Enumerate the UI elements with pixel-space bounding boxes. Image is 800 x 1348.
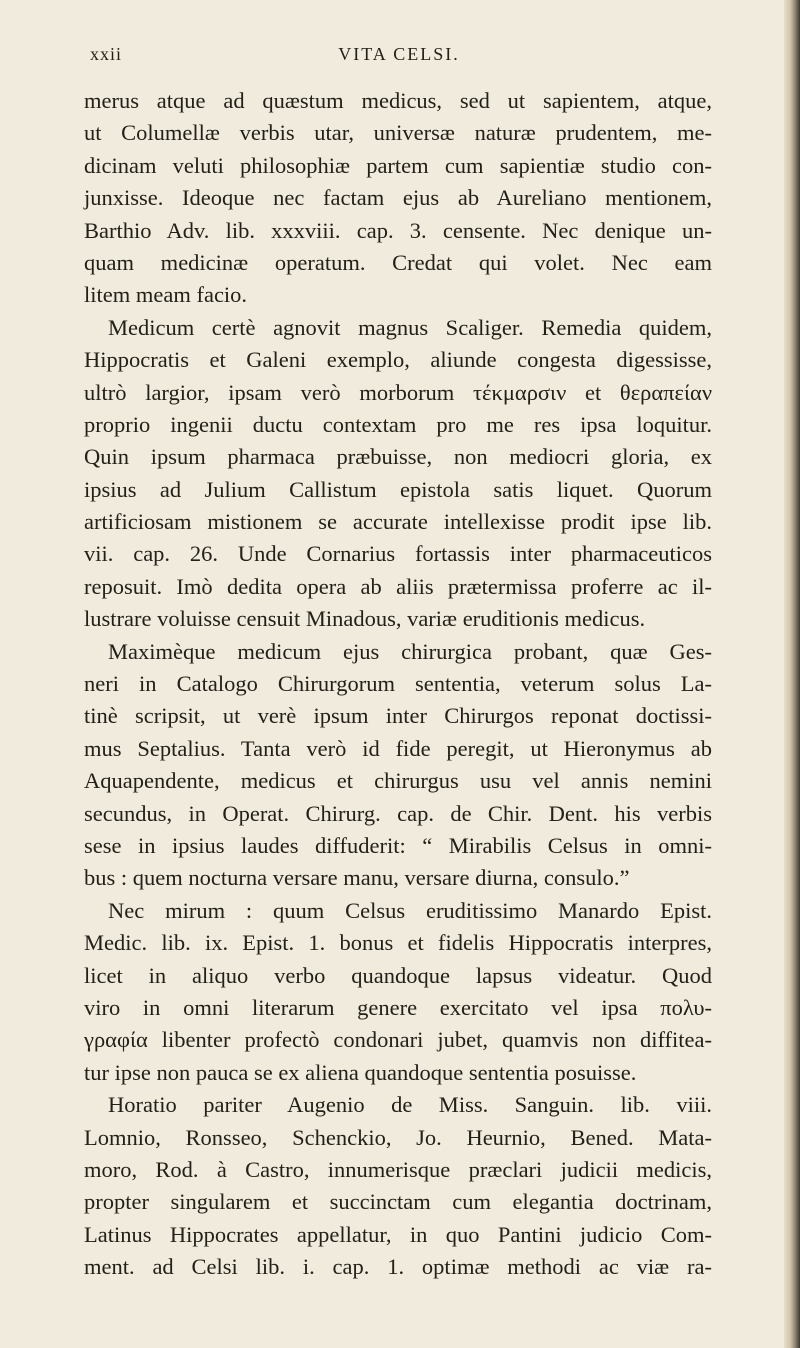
text-line: mus Septalius. Tanta verò id fide peregit, ut Hieronymus ab: [84, 735, 712, 761]
text-line: moro, Rod. à Castro, innumerisque præclari judicii medicis,: [84, 1156, 712, 1182]
running-title: VITA CELSI.: [338, 44, 460, 64]
text-line: dicinam veluti philosophiæ partem cum sapientiæ studio con-: [84, 152, 712, 178]
text-line: Barthio Adv. lib. xxxviii. cap. 3. censente. Nec denique un-: [84, 217, 712, 243]
text-line: tinè scripsit, ut verè ipsum inter Chirurgos reponat doctissi-: [84, 703, 712, 729]
text-line: vii. cap. 26. Unde Cornarius fortassis inter pharmaceuticos: [84, 541, 712, 567]
paragraph-first-line: Horatio pariter Augenio de Miss. Sanguin. lib. viii.: [108, 1092, 712, 1118]
text-line: ultrò largior, ipsam verò morborum τέκμαρσιν et θεραπείαν: [84, 379, 712, 405]
text-line: Aquapendente, medicus et chirurgus usu vel annis nemini: [84, 768, 712, 794]
text-line: quam medicinæ operatum. Credat qui volet. Nec eam: [84, 249, 712, 275]
page-edge-shadow: [784, 0, 800, 1348]
paragraph-first-line: Maximèque medicum ejus chirurgica probant, quæ Ges-: [108, 638, 712, 664]
text-line: Hippocratis et Galeni exemplo, aliunde congesta digessisse,: [84, 347, 712, 373]
text-line: ipsius ad Julium Callistum epistola satis liquet. Quorum: [84, 476, 712, 502]
paragraph-first-line: Medicum certè agnovit magnus Scaliger. Remedia quidem,: [108, 314, 712, 340]
text-line: merus atque ad quæstum medicus, sed ut sapientem, atque,: [84, 88, 712, 113]
text-line: sese in ipsius laudes diffuderit: “ Mirabilis Celsus in omni-: [84, 832, 712, 858]
text-line: propter singularem et succinctam cum elegantia doctrinam,: [84, 1189, 712, 1215]
text-line: Latinus Hippocrates appellatur, in quo Pantini judicio Com-: [84, 1221, 712, 1247]
text-line: bus : quem nocturna versare manu, versare diurna, consulo.”: [84, 865, 630, 891]
text-line: Medic. lib. ix. Epist. 1. bonus et fidelis Hippocratis interpres,: [84, 930, 712, 956]
text-line: junxisse. Ideoque nec factam ejus ab Aureliano mentionem,: [84, 185, 712, 211]
text-line: proprio ingenii ductu contextam pro me res ipsa loquitur.: [84, 411, 712, 437]
text-line: neri in Catalogo Chirurgorum sententia, veterum solus La-: [84, 671, 712, 697]
text-line: ment. ad Celsi lib. i. cap. 1. optimæ methodi ac viæ ra-: [84, 1254, 712, 1280]
text-line: viro in omni literarum genere exercitato vel ipsa πολυ-: [84, 994, 712, 1020]
text-line: reposuit. Imò dedita opera ab aliis prætermissa proferre ac il-: [84, 573, 712, 599]
text-line: litem meam facio.: [84, 282, 248, 308]
text-line: artificiosam mistionem se accurate intellexisse prodit ipse lib.: [84, 509, 712, 535]
running-head: [90, 44, 708, 68]
text-line: γραφία libenter profectò condonari jubet, quamvis non diffitea-: [84, 1027, 712, 1053]
text-line: Lomnio, Ronsseo, Schenckio, Jo. Heurnio, Bened. Mata-: [84, 1124, 712, 1150]
text-line: Quin ipsum pharmaca præbuisse, non mediocri gloria, ex: [84, 444, 712, 470]
body-text: [84, 85, 712, 1283]
page-number: xxii: [90, 44, 123, 64]
text-line: lustrare voluisse censuit Minadous, variæ eruditionis medicus.: [84, 606, 646, 632]
text-line: tur ipse non pauca se ex aliena quandoque sententia posuisse.: [84, 1059, 637, 1085]
text-line: licet in aliquo verbo quandoque lapsus videatur. Quod: [84, 962, 712, 988]
text-line: secundus, in Operat. Chirurg. cap. de Chir. Dent. his verbis: [84, 800, 712, 826]
text-line: ut Columellæ verbis utar, universæ naturæ prudentem, me-: [84, 120, 712, 146]
paragraph-first-line: Nec mirum : quum Celsus eruditissimo Manardo Epist.: [108, 897, 712, 923]
